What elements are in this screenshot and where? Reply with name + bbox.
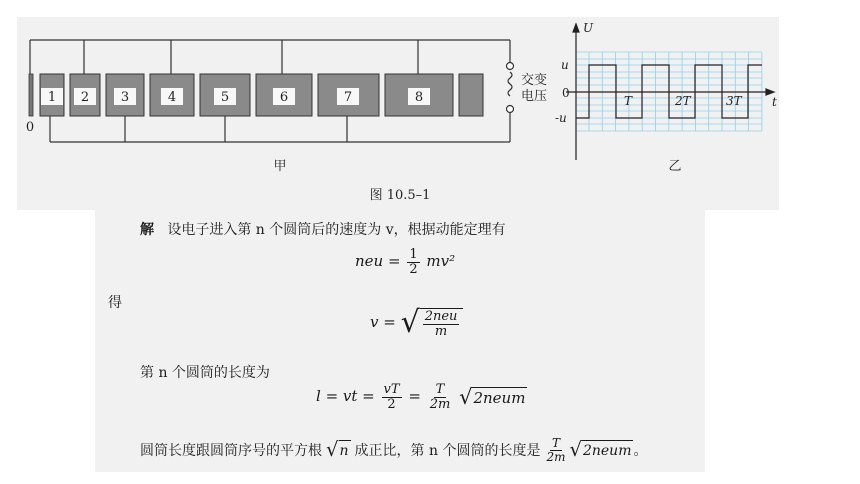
de-label: 得: [108, 295, 122, 311]
conclusion-b: 成正比，第 n 个圆筒的长度是: [354, 443, 541, 460]
equation-1: [355, 248, 455, 276]
sqrt-n: n: [339, 440, 351, 460]
solution-intro: 设电子进入第 n 个圆筒后的速度为 v，根据动能定理有: [167, 222, 506, 238]
eq3-rad: 2neum: [472, 387, 527, 408]
jie-label: 解: [140, 222, 154, 238]
tube-label-2: 2: [80, 90, 90, 105]
eq3-lhs: l = vt =: [316, 387, 375, 406]
eq3-eq: =: [408, 387, 421, 406]
eq1-den: 2: [409, 261, 418, 277]
x-axis-label: t: [772, 95, 777, 109]
caption-yi: 乙: [668, 159, 682, 174]
concl-num: T: [551, 436, 560, 450]
eq3-den1: 2: [387, 396, 396, 412]
plate-0: [29, 74, 33, 116]
eq2-den: m: [434, 323, 448, 339]
source-label-2: 电压: [520, 89, 548, 104]
source-label-1: 交变: [520, 73, 548, 88]
equation-3: l = vt = $\frac{vT}{2}$ = $\frac{T}{2m}$ √ 2neum: [316, 382, 526, 412]
zero-label: 0: [25, 120, 35, 135]
eq2-lhs: v =: [370, 313, 396, 332]
tube-label-4: 4: [167, 90, 177, 105]
conclusion-a: 圆筒长度跟圆筒序号的平方根: [140, 443, 322, 460]
caption-jia: 甲: [273, 159, 287, 174]
u-pos-label: u: [561, 58, 569, 72]
tick-2T: 2T: [675, 94, 691, 108]
tick-T: T: [624, 94, 633, 108]
eq3-num2: T: [435, 382, 445, 397]
y-axis-label: U: [583, 21, 594, 35]
tube-label-5: 5: [220, 90, 230, 105]
conclusion-end: 。: [633, 443, 648, 460]
voltage-graph: [555, 21, 777, 160]
tube-partial: [459, 74, 483, 116]
solution-intro-line: [140, 219, 506, 239]
eq1-rhs: mv²: [426, 252, 456, 271]
tube-label-1: 1: [47, 90, 57, 105]
figure-number: 图 10.5–1: [369, 188, 431, 203]
equation-2: v = √ $\frac{\text{2neu}}{m}$: [370, 308, 463, 338]
concl-rad: 2neum: [582, 440, 634, 460]
tick-3T: 3T: [726, 94, 742, 108]
eq1-lhs: neu =: [355, 252, 401, 271]
tube-label-8: 8: [414, 90, 424, 105]
tube-label-3: 3: [120, 90, 130, 105]
eq3-num1: vT: [383, 382, 400, 397]
eq1-num: 1: [409, 247, 418, 262]
tube-label-6: 6: [279, 90, 289, 105]
eq3-den2: 2m: [429, 396, 451, 412]
conclusion-line: 圆筒长度跟圆筒序号的平方根 √ n 成正比，第 n 个圆筒的长度是 $\frac{T}{2m}$ √ 2neum 。: [140, 436, 648, 464]
concl-den: 2m: [546, 449, 566, 464]
length-intro: 第 n 个圆筒的长度为: [140, 365, 270, 381]
eq2-num: 2neu: [424, 309, 458, 324]
u-zero-label: 0: [562, 86, 570, 100]
u-neg-label: -u: [555, 111, 567, 125]
tube-label-7: 7: [343, 90, 353, 105]
